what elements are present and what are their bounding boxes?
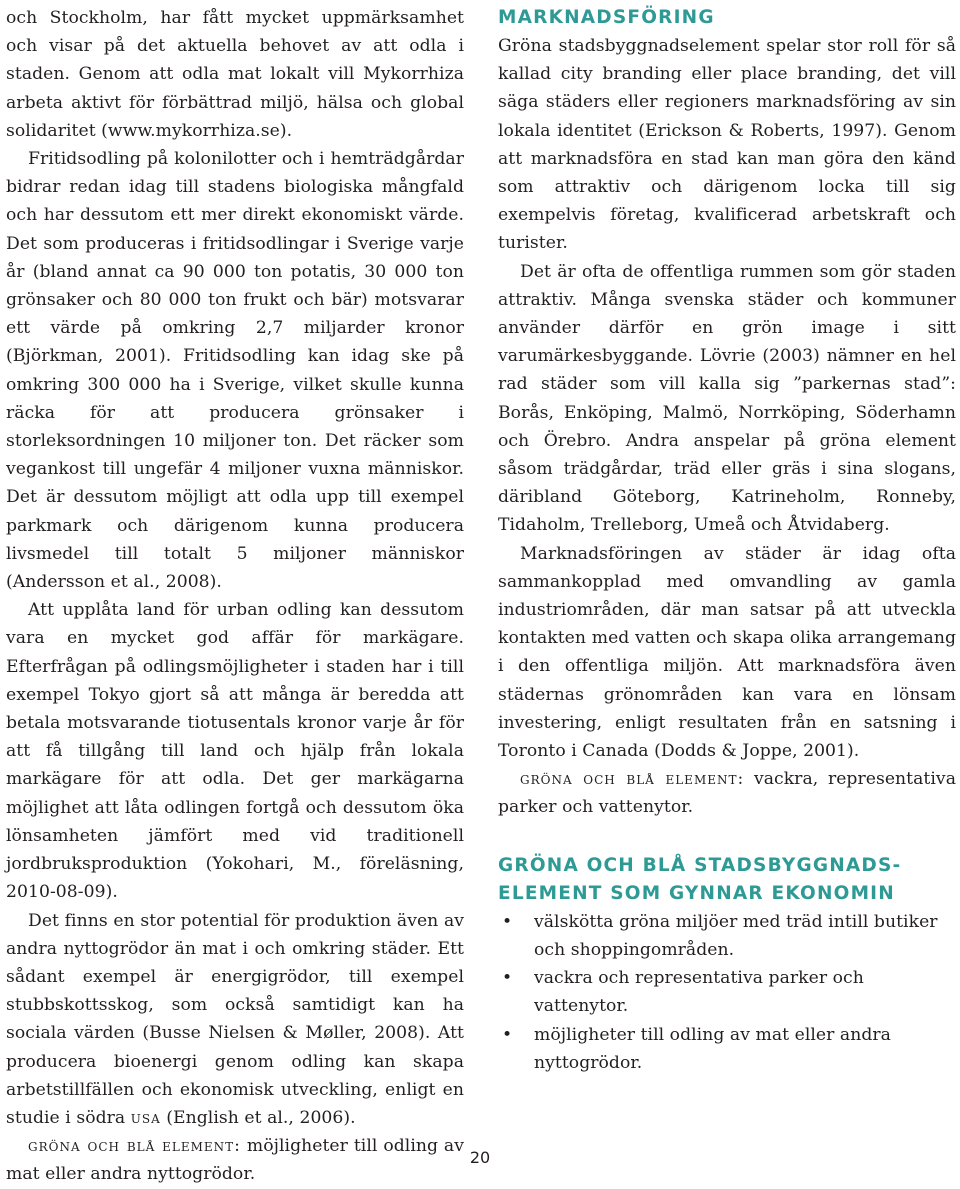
bullet-list: [498, 908, 956, 1077]
section-heading-ekonomi: [498, 852, 956, 908]
right-column: [498, 4, 956, 1077]
paragraph: [6, 907, 464, 1133]
paragraph: Det är ofta de offentliga rummen som gör staden attraktiv. Många svenska städer och kommuner använder därför en grön image i sitt varumärkesbyggande. Lövrie (2003) nämner en hel rad städer som vill kalla sig ”parkernas stad”: Borås, Enköping, Malmö, Norrköping, Söderhamn och Örebro. Andra anspelar på gröna element såsom trädgårdar, träd eller gräs i sina slogans, däribland Göteborg, Katrineholm, Ronneby, Tidaholm, Trelleborg, Umeå och Åtvidaberg.: [498, 261, 956, 536]
summary-label: gröna och blå element:: [28, 1136, 241, 1157]
summary-label: gröna och blå element:: [520, 769, 745, 790]
paragraph-text: (English et al., 2006).: [166, 1107, 356, 1128]
paragraph-text: Det finns en stor potential för produktion även av andra nyttogrödor än mat i och omkring städer. Ett sådant exempel är energigrödor, till exempel stubbskottsskog, som också samtidigt kan ha sociala värden (Busse Nielsen & Møller, 2008). Att producera bioenergi genom odling kan skapa arbetstillfällen och ekonomisk utveckling, enligt en studie i södra: [6, 910, 464, 1128]
bullet-icon: •: [502, 911, 513, 932]
summary-text: vackra, representativa parker och vattenytor.: [498, 769, 956, 818]
paragraph: Marknadsföringen av städer är idag ofta sammankopplad med omvandling av gamla industriområden, där man satsar på att utveckla kontakten med vatten och skapa olika arrangemang i den offentliga miljön. Att marknadsföra även städernas grönområden kan vara en lönsam investering, enligt resultaten från en satsning i Toronto i Canada (Dodds & Joppe, 2001).: [498, 543, 956, 762]
paragraph: Fritidsodling på kolonilotter och i hemträdgårdar bidrar redan idag till stadens biologiska mångfald och har dessutom ett mer direkt ekonomiskt värde. Det som produceras i fritidsodlingar i Sverige varje år (bland annat ca 90 000 ton potatis, 30 000 ton grönsaker och 80 000 ton frukt och bär) motsvarar ett värde på omkring 2,7 miljarder kronor (Björkman, 2001). Fritidsodling kan idag ske på omkring 300 000 ha i Sverige, vilket skulle kunna räcka för att producera grönsaker i storleksordningen 10 miljoner ton. Det räcker som vegankost till ungefär 4 miljoner vuxna människor. Det är dessutom möjligt att odla upp till exempel parkmark och därigenom kunna producera livsmedel till totalt 5 miljoner människor (Andersson et al., 2008).: [6, 149, 464, 593]
heading-line: GRÖNA OCH BLÅ STADSBYGGNADS-: [498, 854, 902, 876]
summary-paragraph: [498, 765, 956, 821]
bullet-text: möjligheter till odling av mat eller andra nyttogrödor.: [534, 1024, 891, 1073]
heading-line: ELEMENT SOM GYNNAR EKONOMIN: [498, 882, 895, 904]
bullet-icon: •: [502, 1024, 513, 1045]
bullet-text: välskötta gröna miljöer med träd intill butiker och shoppingområden.: [534, 911, 938, 960]
paragraph: Att upplåta land för urban odling kan dessutom vara en mycket god affär för markägare. Efterfrågan på odlingsmöjligheter i staden har i till exempel Tokyo gjort så att många är beredda att betala motsvarande tiotusentals kronor varje år för att få tillgång till land och hjälp från lokala markägare för att odla. Det ger markägarna möjlighet att låta odlingen fortgå och dessutom öka lönsamheten jämfört med vid traditionell jordbruksproduktion (Yokohari, M., föreläsning, 2010-08-09).: [6, 600, 464, 903]
bullet-icon: •: [502, 968, 513, 989]
section-heading-marknadsforing: MARKNADSFÖRING: [498, 7, 715, 28]
paragraph: Gröna stadsbyggnadselement spelar stor roll för så kallad city branding eller place branding, det vill säga städers eller regioners marknadsföring av sin lokala identitet (Erickson & Roberts, 1997). Genom att marknadsföra en stad kan man göra den känd som attraktiv och därigenom locka till sig exempelvis företag, kvalificerad arbetskraft och turister.: [498, 36, 956, 254]
bullet-item: [498, 1021, 956, 1077]
bullet-item: [498, 964, 956, 1020]
page-number: 20: [469, 1148, 491, 1167]
bullet-text: vackra och representativa parker och vattenytor.: [534, 968, 864, 1017]
bullet-item: [498, 908, 956, 964]
usa-abbreviation: usa: [130, 1107, 161, 1128]
summary-text: möjligheter till odling av mat eller andra nyttogrödor.: [6, 1136, 464, 1185]
paragraph: och Stockholm, har fått mycket uppmärksamhet och visar på det aktuella behovet av att odla i staden. Genom att odla mat lokalt vill Mykorrhiza arbeta aktivt för förbättrad miljö, hälsa och global solidaritet (www.mykorrhiza.se).: [6, 8, 464, 141]
left-column: [6, 4, 464, 1189]
